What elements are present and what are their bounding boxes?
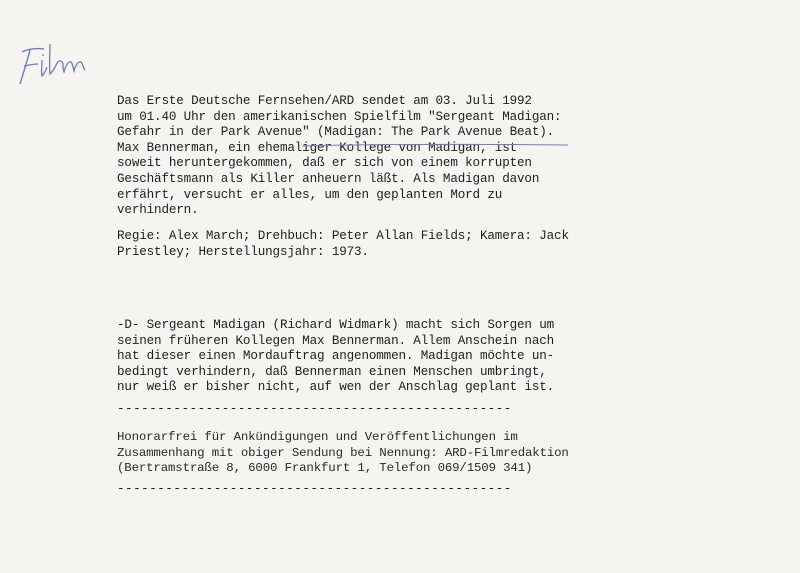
dashed-separator: ------------------------------------------------- — [117, 402, 512, 416]
text-line: Honorarfrei für Ankündigungen und Veröffentlichungen im — [117, 430, 518, 444]
credits-paragraph — [117, 229, 617, 260]
synopsis-paragraph — [117, 318, 617, 396]
text-line: Gefahr in der Park Avenue" (Madigan: The Park Avenue Beat). — [117, 125, 555, 140]
text-line: Geschäftsmann als Killer anheuern läßt. Als Madigan davon — [117, 171, 540, 186]
pen-underline-mark — [300, 142, 570, 148]
text-line: verhindern. — [117, 203, 199, 218]
text-line: Max Bennerman, ein ehemaliger Kollege von Madigan, ist — [117, 140, 518, 155]
dashed-separator: ------------------------------------------------- — [117, 482, 512, 496]
handwritten-film-note — [8, 30, 98, 90]
text-line: hat dieser einen Mordauftrag angenommen. Madigan möchte un- — [117, 349, 555, 364]
broadcast-announcement-paragraph — [117, 94, 617, 219]
text-line: Zusammenhang mit obiger Sendung bei Nennung: ARD-Filmredaktion — [117, 445, 569, 460]
text-line: bedingt verhindern, daß Bennerman einen Menschen umbringt, — [117, 364, 547, 379]
text-line: erfährt, versucht er alles, um den geplanten Mord zu — [117, 187, 503, 202]
copyright-notice-paragraph — [117, 430, 617, 477]
text-line: (Bertramstraße 8, 6000 Frankfurt 1, Telefon 069/1509 341) — [117, 461, 533, 476]
text-line: soweit heruntergekommen, daß er sich von einem korrupten — [117, 156, 532, 171]
text-line: seinen früheren Kollegen Max Bennerman. Allem Anschein nach — [117, 333, 555, 348]
text-line: -D- Sergeant Madigan (Richard Widmark) macht sich Sorgen um — [117, 318, 555, 332]
text-line: um 01.40 Uhr den amerikanischen Spielfilm "Sergeant Madigan: — [117, 109, 562, 124]
text-line: Das Erste Deutsche Fernsehen/ARD sendet am 03. Juli 1992 — [117, 94, 532, 108]
text-line: nur weiß er bisher nicht, auf wen der Anschlag geplant ist. — [117, 380, 555, 395]
text-line: Priestley; Herstellungsjahr: 1973. — [117, 244, 369, 259]
text-line: Regie: Alex March; Drehbuch: Peter Allan Fields; Kamera: Jack — [117, 229, 569, 243]
